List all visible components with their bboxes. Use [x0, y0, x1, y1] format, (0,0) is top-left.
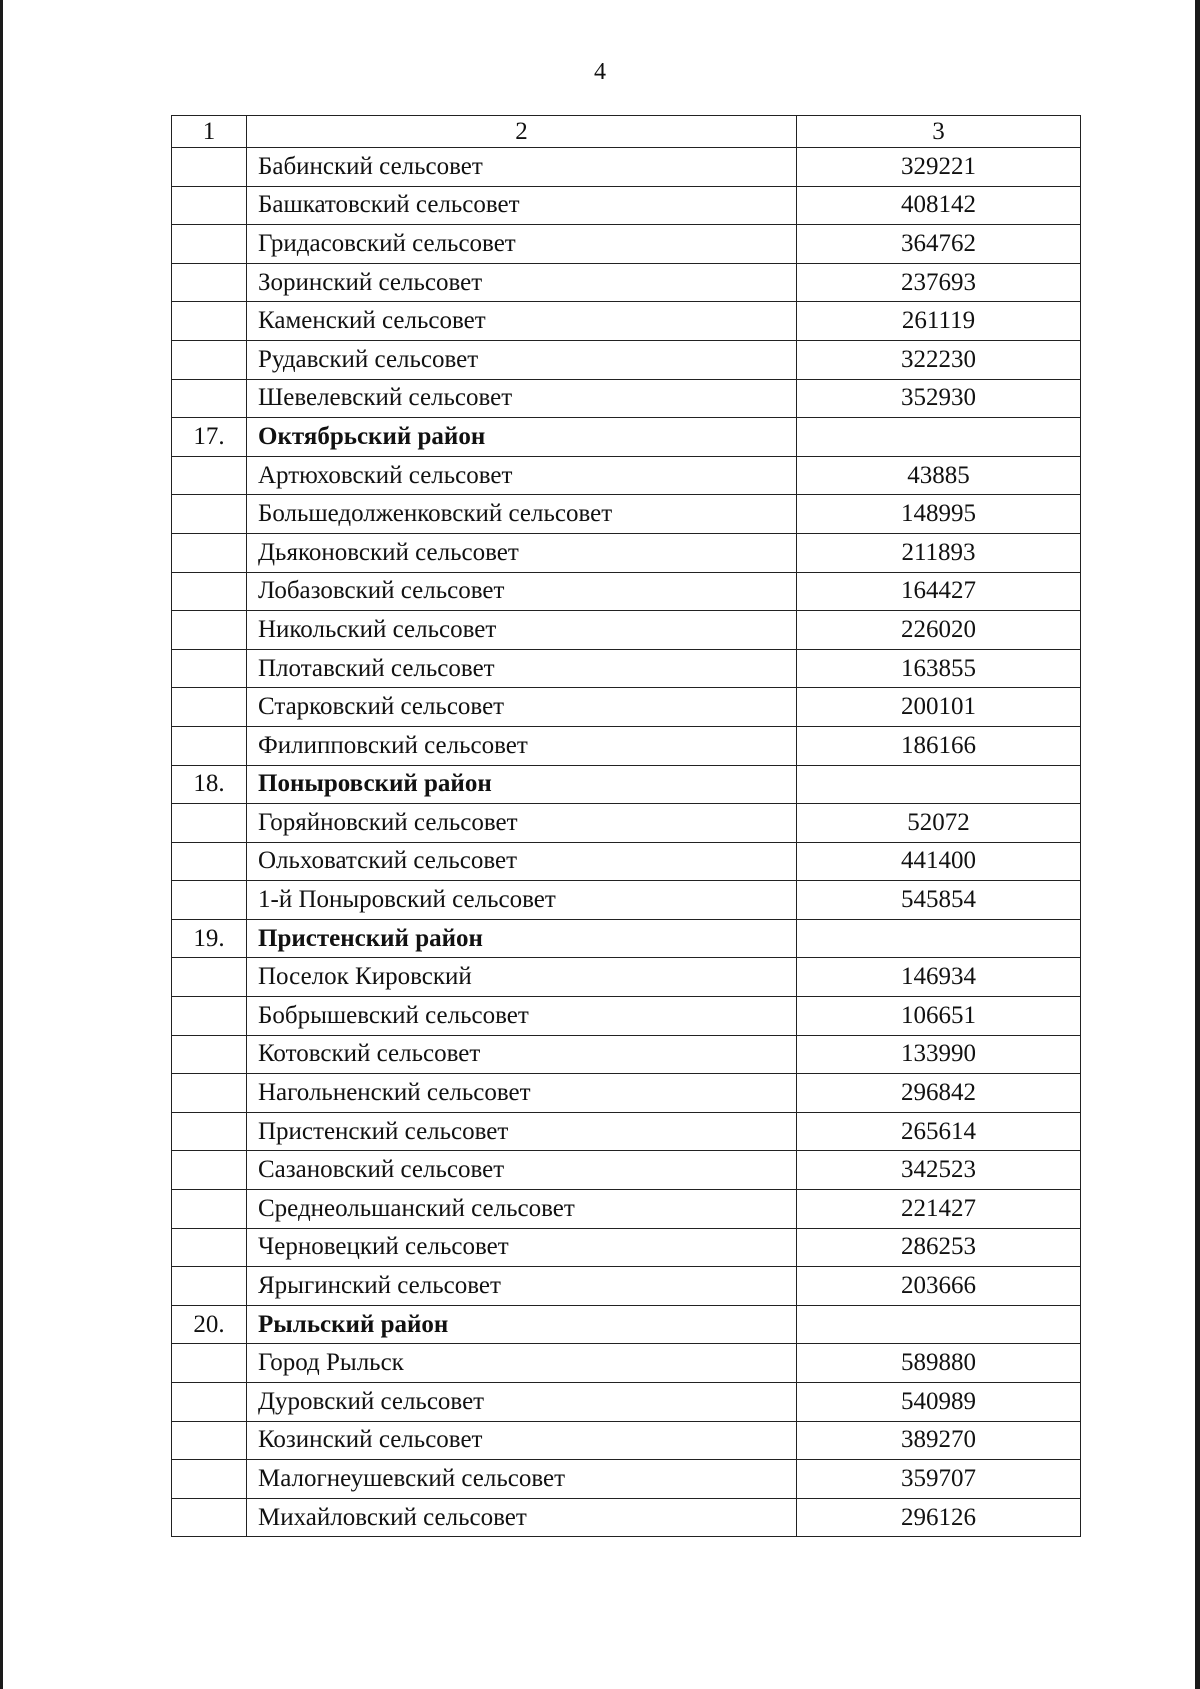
- table-row: [172, 302, 1081, 341]
- value-cell: 211893: [797, 533, 1081, 572]
- table-row: [172, 611, 1081, 650]
- district-row: [172, 765, 1081, 804]
- district-row: [172, 1305, 1081, 1344]
- settlement-name-cell: Ольховатский сельсовет: [247, 842, 797, 881]
- row-number-cell: [172, 533, 247, 572]
- scan-edge-left: [0, 0, 3, 1689]
- settlement-name-cell: Сазановский сельсовет: [247, 1151, 797, 1190]
- value-cell: 148995: [797, 495, 1081, 534]
- value-cell: 163855: [797, 649, 1081, 688]
- value-cell: 545854: [797, 881, 1081, 920]
- settlement-name-cell: Котовский сельсовет: [247, 1035, 797, 1074]
- value-cell: 237693: [797, 263, 1081, 302]
- settlement-name-cell: Плотавский сельсовет: [247, 649, 797, 688]
- row-number-cell: [172, 1151, 247, 1190]
- value-cell: 52072: [797, 804, 1081, 843]
- value-cell: 296842: [797, 1074, 1081, 1113]
- table-row: [172, 1498, 1081, 1537]
- settlement-name-cell: Большедолженковский сельсовет: [247, 495, 797, 534]
- settlement-name-cell: Козинский сельсовет: [247, 1421, 797, 1460]
- row-number-cell: [172, 572, 247, 611]
- row-number-cell: [172, 148, 247, 187]
- settlement-name-cell: 1-й Поныровский сельсовет: [247, 881, 797, 920]
- settlement-name-cell: Башкатовский сельсовет: [247, 186, 797, 225]
- settlement-name-cell: Дуровский сельсовет: [247, 1383, 797, 1422]
- value-cell: 329221: [797, 148, 1081, 187]
- value-cell: 203666: [797, 1267, 1081, 1306]
- row-number-cell: [172, 186, 247, 225]
- value-cell: 261119: [797, 302, 1081, 341]
- row-number-cell: [172, 1035, 247, 1074]
- row-number-cell: [172, 340, 247, 379]
- table-row: [172, 958, 1081, 997]
- row-number-cell: 20.: [172, 1305, 247, 1344]
- page-number: 4: [594, 59, 606, 85]
- value-cell: 389270: [797, 1421, 1081, 1460]
- table-row: [172, 1267, 1081, 1306]
- row-number-cell: [172, 842, 247, 881]
- row-number-cell: [172, 688, 247, 727]
- value-cell: 133990: [797, 1035, 1081, 1074]
- row-number-cell: [172, 456, 247, 495]
- table-row: [172, 1074, 1081, 1113]
- table-row: [172, 726, 1081, 765]
- row-number-cell: 17.: [172, 418, 247, 457]
- district-name-cell: Рыльский район: [247, 1305, 797, 1344]
- settlement-name-cell: Филипповский сельсовет: [247, 726, 797, 765]
- value-cell: 221427: [797, 1190, 1081, 1229]
- table-row: [172, 1151, 1081, 1190]
- settlement-name-cell: Дьяконовский сельсовет: [247, 533, 797, 572]
- settlement-name-cell: Гридасовский сельсовет: [247, 225, 797, 264]
- row-number-cell: [172, 263, 247, 302]
- allocation-table: [171, 115, 1081, 1537]
- value-cell: 540989: [797, 1383, 1081, 1422]
- table-row: [172, 881, 1081, 920]
- settlement-name-cell: Никольский сельсовет: [247, 611, 797, 650]
- value-cell: 408142: [797, 186, 1081, 225]
- settlement-name-cell: Нагольненский сельсовет: [247, 1074, 797, 1113]
- table-body: [172, 116, 1081, 1537]
- value-cell: 265614: [797, 1112, 1081, 1151]
- value-cell: 164427: [797, 572, 1081, 611]
- row-number-cell: [172, 1383, 247, 1422]
- table-row: [172, 340, 1081, 379]
- settlement-name-cell: Горяйновский сельсовет: [247, 804, 797, 843]
- settlement-name-cell: Зоринский сельсовет: [247, 263, 797, 302]
- row-number-cell: [172, 958, 247, 997]
- settlement-name-cell: Лобазовский сельсовет: [247, 572, 797, 611]
- value-cell: 359707: [797, 1460, 1081, 1499]
- row-number-cell: [172, 495, 247, 534]
- row-number-cell: 18.: [172, 765, 247, 804]
- table-row: [172, 572, 1081, 611]
- settlement-name-cell: Город Рыльск: [247, 1344, 797, 1383]
- table-row: [172, 1344, 1081, 1383]
- settlement-name-cell: Ярыгинский сельсовет: [247, 1267, 797, 1306]
- table-row: [172, 379, 1081, 418]
- value-cell: 441400: [797, 842, 1081, 881]
- value-cell: 226020: [797, 611, 1081, 650]
- settlement-name-cell: Бабинский сельсовет: [247, 148, 797, 187]
- table-row: [172, 804, 1081, 843]
- table-row: [172, 997, 1081, 1036]
- row-number-cell: [172, 881, 247, 920]
- table-row: [172, 148, 1081, 187]
- row-number-cell: [172, 649, 247, 688]
- table-row: [172, 495, 1081, 534]
- district-row: [172, 919, 1081, 958]
- settlement-name-cell: Малогнеушевский сельсовет: [247, 1460, 797, 1499]
- table-row: [172, 1460, 1081, 1499]
- table-row: [172, 186, 1081, 225]
- district-row: [172, 418, 1081, 457]
- settlement-name-cell: Артюховский сельсовет: [247, 456, 797, 495]
- row-number-cell: [172, 1498, 247, 1537]
- scan-edge-right: [1195, 0, 1200, 1689]
- row-number-cell: [172, 1112, 247, 1151]
- row-number-cell: [172, 726, 247, 765]
- settlement-name-cell: Среднеольшанский сельсовет: [247, 1190, 797, 1229]
- value-cell: [797, 919, 1081, 958]
- settlement-name-cell: Бобрышевский сельсовет: [247, 997, 797, 1036]
- settlement-name-cell: Черновецкий сельсовет: [247, 1228, 797, 1267]
- value-cell: 342523: [797, 1151, 1081, 1190]
- value-cell: 43885: [797, 456, 1081, 495]
- table-row: [172, 263, 1081, 302]
- row-number-cell: 19.: [172, 919, 247, 958]
- row-number-cell: [172, 1267, 247, 1306]
- value-cell: 186166: [797, 726, 1081, 765]
- column-header-3: 3: [797, 116, 1081, 148]
- table-row: [172, 225, 1081, 264]
- value-cell: 106651: [797, 997, 1081, 1036]
- row-number-cell: [172, 1190, 247, 1229]
- value-cell: 364762: [797, 225, 1081, 264]
- settlement-name-cell: Шевелевский сельсовет: [247, 379, 797, 418]
- settlement-name-cell: Рудавский сельсовет: [247, 340, 797, 379]
- table-row: [172, 533, 1081, 572]
- table-header-row: [172, 116, 1081, 148]
- value-cell: 200101: [797, 688, 1081, 727]
- value-cell: 589880: [797, 1344, 1081, 1383]
- table-row: [172, 1035, 1081, 1074]
- column-header-1: 1: [172, 116, 247, 148]
- table-row: [172, 456, 1081, 495]
- settlement-name-cell: Старковский сельсовет: [247, 688, 797, 727]
- settlement-name-cell: Поселок Кировский: [247, 958, 797, 997]
- value-cell: 296126: [797, 1498, 1081, 1537]
- settlement-name-cell: Пристенский сельсовет: [247, 1112, 797, 1151]
- table-row: [172, 1190, 1081, 1229]
- table-row: [172, 842, 1081, 881]
- value-cell: [797, 765, 1081, 804]
- district-name-cell: Поныровский район: [247, 765, 797, 804]
- row-number-cell: [172, 1460, 247, 1499]
- value-cell: 352930: [797, 379, 1081, 418]
- column-header-2: 2: [247, 116, 797, 148]
- row-number-cell: [172, 611, 247, 650]
- table-row: [172, 688, 1081, 727]
- row-number-cell: [172, 225, 247, 264]
- row-number-cell: [172, 302, 247, 341]
- row-number-cell: [172, 804, 247, 843]
- table-row: [172, 1112, 1081, 1151]
- table-row: [172, 1383, 1081, 1422]
- district-name-cell: Пристенский район: [247, 919, 797, 958]
- row-number-cell: [172, 1228, 247, 1267]
- value-cell: 322230: [797, 340, 1081, 379]
- value-cell: 286253: [797, 1228, 1081, 1267]
- value-cell: [797, 418, 1081, 457]
- value-cell: [797, 1305, 1081, 1344]
- value-cell: 146934: [797, 958, 1081, 997]
- row-number-cell: [172, 997, 247, 1036]
- row-number-cell: [172, 1344, 247, 1383]
- row-number-cell: [172, 1421, 247, 1460]
- table-row: [172, 1228, 1081, 1267]
- row-number-cell: [172, 1074, 247, 1113]
- settlement-name-cell: Михайловский сельсовет: [247, 1498, 797, 1537]
- settlement-name-cell: Каменский сельсовет: [247, 302, 797, 341]
- district-name-cell: Октябрьский район: [247, 418, 797, 457]
- table-row: [172, 1421, 1081, 1460]
- row-number-cell: [172, 379, 247, 418]
- table-row: [172, 649, 1081, 688]
